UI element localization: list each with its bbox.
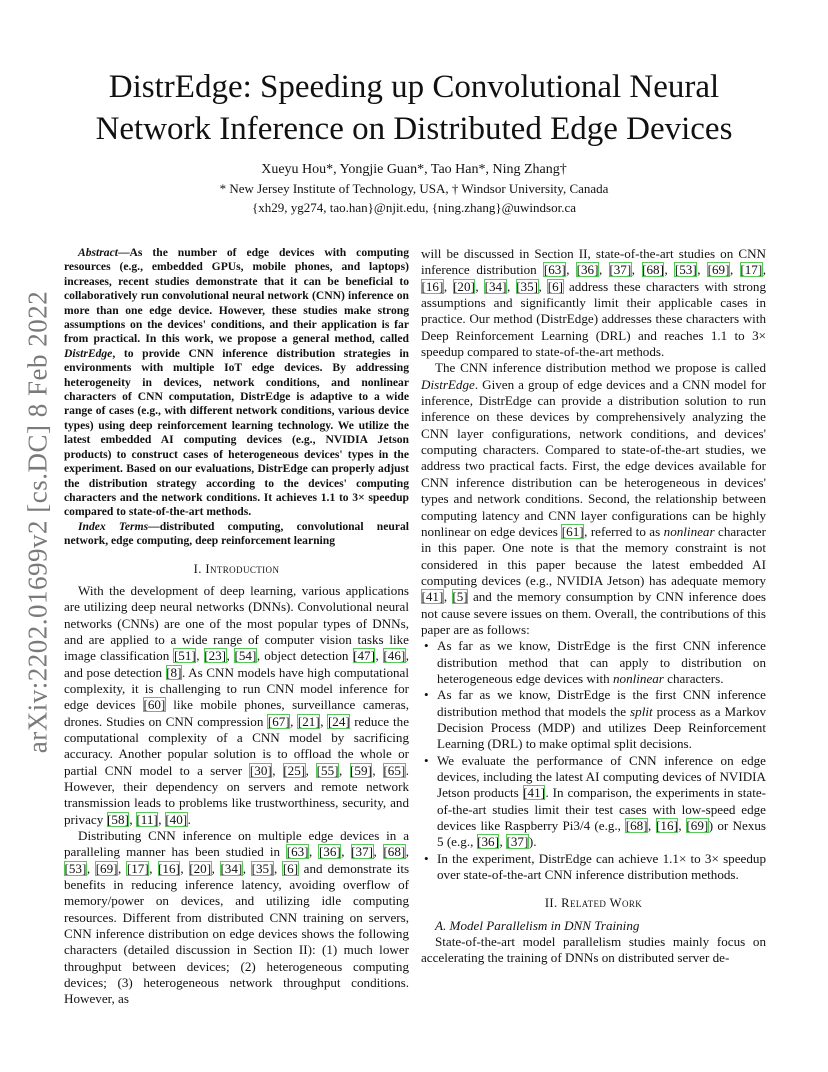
text-span: ,	[443, 278, 453, 294]
text-span: ) or Nexus 5 (e.g.,	[437, 818, 766, 850]
text-span: With the development of deep learning, various applications are utilizing deep neural networks (DNNs). Convolutional neural networks (CNNs) are one of the most popular types of DNNs, and are applied to a wide range of computer vision tasks like image classification	[64, 582, 409, 664]
author-block	[60, 160, 768, 217]
citation-link[interactable]: [54]	[234, 648, 257, 664]
text-span: characters.	[663, 670, 724, 686]
text-span: ,	[598, 262, 609, 278]
citation-link[interactable]: [21]	[297, 713, 320, 729]
citation-link[interactable]: [20]	[453, 278, 475, 294]
citation-link[interactable]: [37]	[609, 262, 632, 278]
text-span: ,	[211, 860, 220, 876]
text-span: As far as we know, DistrEdge is the first CNN inference distribution method that models the	[437, 687, 766, 719]
citation-link[interactable]: [35]	[251, 860, 274, 876]
section-title: Introduction	[205, 561, 280, 576]
text-span: will be discussed in Section II, state-of-the-art studies on CNN inference distribution	[421, 246, 766, 278]
method-name: DistrEdge	[421, 376, 475, 392]
text-span: character in this paper. One note is that the memory constraint is not considered in this paper because the latest embedded AI computing devices (e.g., NVIDIA Jetson) has adequate memory	[421, 523, 766, 588]
text-span: ,	[338, 762, 350, 778]
text-span: ,	[272, 762, 283, 778]
abstract	[64, 246, 409, 520]
citation-link[interactable]: [61]	[561, 523, 584, 539]
text-span: ,	[305, 762, 317, 778]
citation-link[interactable]: [35]	[516, 278, 539, 294]
term-nonlinear: nonlinear	[612, 670, 664, 686]
citation-link[interactable]: [51]	[173, 648, 196, 664]
right-paragraph-1	[421, 246, 766, 360]
text-span: ,	[86, 860, 96, 876]
arxiv-stamp	[16, 292, 60, 752]
left-column	[64, 246, 409, 1008]
citation-link[interactable]: [16]	[158, 860, 180, 876]
text-span: ,	[405, 844, 410, 860]
text-span: ,	[226, 648, 234, 664]
citation-link[interactable]: [67]	[267, 713, 290, 729]
text-span: ,	[309, 844, 319, 860]
citation-link[interactable]: [23]	[204, 648, 227, 664]
citation-link[interactable]: [11]	[136, 811, 158, 827]
text-span: ,	[664, 262, 675, 278]
citation-link[interactable]: [37]	[506, 834, 529, 850]
text-span: ,	[697, 262, 708, 278]
text-span: ,	[242, 860, 252, 876]
section-title: Related Work	[561, 896, 643, 911]
text-span: ,	[372, 762, 383, 778]
text-span: ,	[196, 648, 204, 664]
citation-link[interactable]: [69]	[95, 860, 118, 876]
citation-link[interactable]: [17]	[126, 860, 149, 876]
text-span: . In comparison, the experiments in state-of-the-art studies limit their test cases with low-speed edge devices like Raspberry Pi3/4 (e.g.,	[437, 785, 767, 834]
subsection-heading: A. Model Parallelism in DNN Training	[435, 917, 640, 933]
citation-link[interactable]: [53]	[674, 262, 697, 278]
contribution-item	[437, 851, 766, 884]
citation-link[interactable]: [36]	[318, 844, 341, 860]
citation-link[interactable]: [40]	[165, 811, 188, 827]
text-span: ,	[149, 860, 158, 876]
text-span: .	[187, 811, 191, 827]
text-span: . However, their dependency on servers and remote network transmission leads to problems like trustworthiness, security, and privacy	[64, 762, 410, 827]
citation-link[interactable]: [46]	[383, 648, 406, 664]
citation-link[interactable]: [36]	[477, 834, 499, 850]
right-column	[421, 246, 766, 967]
text-span: ,	[762, 262, 766, 278]
term-split: split	[630, 703, 653, 719]
citation-link[interactable]: [34]	[484, 278, 507, 294]
text-span: ,	[273, 860, 283, 876]
citation-link[interactable]: [20]	[189, 860, 212, 876]
citation-link[interactable]: [60]	[143, 697, 166, 713]
text-span: ,	[118, 860, 127, 876]
citation-link[interactable]: [68]	[383, 844, 406, 860]
contribution-item: • We evaluate the performance of CNN inference on edge devices, including the latest AI computing devices of NVIDIA Jetson products [41]. In comparison, the experiments in state-of-the-art studies limit their test cases with low-speed edge devices like Raspberry Pi3/4 (e.g., [68], [16], [69]) or Nexus 5 (e.g., [36], [37]).	[437, 753, 766, 851]
section-number: I.	[193, 561, 202, 576]
text-span: In the experiment, DistrEdge can achieve 1.1× to 3× speedup over state-of-the-art CNN inference distribution methods.	[437, 850, 766, 883]
right-paragraph-2: The CNN inference distribution method we propose is called DistrEdge. Given a group of edge devices and a CNN model for inference, DistrEdge can provide a distribution solution to run inference on these devices by comprehensively analyzing the CNN layer configurations, network conditions, and devices' computing characters. Compared to state-of-the-art studies, we address two practical facts. First, the edge devices available for CNN inference distribution can be heterogeneous in devices' types and network conditions. Second, the relationship between computing latency and CNN layer configurations can be highly nonlinear on edge devices [61], referred to as nonlinear character in this paper. One note is that the memory constraint is not considered in this paper because the latest embedded AI computing devices (e.g., NVIDIA Jetson) has adequate memory [41], [5] and the memory consumption by CNN inference does not cause severe issues on them. Overall, the contributions of this paper are as follows:	[421, 360, 767, 637]
citation-link[interactable]: [6]	[282, 860, 299, 876]
text-span: ,	[375, 648, 383, 664]
affiliations-line: * New Jersey Institute of Technology, USA, † Windsor University, Canada	[219, 181, 609, 196]
citation-link[interactable]: [55]	[316, 762, 339, 778]
abstract-label: Abstract	[78, 246, 118, 259]
citation-link[interactable]: [47]	[353, 648, 375, 664]
citation-link[interactable]: [41]	[421, 589, 444, 605]
authors-line: Xueyu Hou*, Yongjie Guan*, Tao Han*, Ning Zhang†	[261, 162, 567, 177]
text-span: We evaluate the performance of CNN inference on edge devices, including the latest AI computing devices of NVIDIA Jetson products	[437, 752, 766, 801]
citation-link[interactable]: [36]	[576, 262, 599, 278]
index-terms-label: Index Terms	[78, 519, 149, 533]
contributions-list	[421, 638, 766, 883]
abstract-method-name: DistrEdge	[64, 346, 113, 360]
text-span: , object detection	[256, 648, 353, 664]
term-nonlinear: nonlinear	[663, 523, 715, 539]
emails-line: {xh29, yg274, tao.han}@njit.edu, {ning.zhang}@uwindsor.ca	[251, 200, 577, 215]
text-span: and demonstrate its benefits in reducing inference latency, avoiding overflow of memory/power on devices, and utilizing idle computing resources. Different from distributed CNN training on servers, CNN inference distribution on edge devices shows the following characters (detailed discussion in Section II): (1) much lower throughput between devices; (2) heterogeneous computing devices; (3) heterogeneous network throughput conditions. However, as	[64, 860, 410, 1007]
citation-link[interactable]: [63]	[543, 262, 566, 278]
text-span: ,	[320, 713, 328, 729]
citation-link[interactable]: [41]	[523, 785, 545, 801]
text-span: As far as we know, DistrEdge is the first CNN inference distribution method that can apply to distribution on heterogeneous edge devices with	[437, 638, 766, 686]
citation-link[interactable]: [69]	[707, 262, 730, 278]
contribution-item	[437, 687, 766, 752]
title-line-2: Network Inference on Distributed Edge Devices	[95, 111, 733, 147]
text-span: ,	[506, 278, 516, 294]
contribution-item	[437, 638, 766, 687]
text-span: address these characters with strong assumptions and significantly limit their applicable cases in practice. Our method (DistrEdge) addresses these characters with Deep Reinforcement Learning (DRL) and reaches 1.1 to 3× speedup compared to state-of-the-art methods.	[421, 278, 767, 360]
citation-link[interactable]: [58]	[107, 811, 129, 827]
index-terms-text: —distributed computing, convolutional neural network, edge computing, deep reinforcement learning	[64, 519, 409, 548]
related-work-paragraph: State-of-the-art model parallelism studies mainly focus on accelerating the training of DNNs on distributed server de-	[421, 934, 766, 966]
text-span: ,	[158, 811, 165, 827]
citation-link[interactable]: [6]	[547, 278, 564, 294]
text-span: ,	[180, 860, 189, 876]
abstract-text-2: , to provide CNN inference distribution strategies in environments with multiple IoT edge devices. By addressing heterogeneity in devices, network conditions, and nonlinear characters of CNN computation, DistrEdge is adaptive to a wide range of cases (e.g., with different network conditions, various device types) using deep reinforcement learning technology. We utilize the latest embedded AI computing devices (e.g., NVIDIA Jetson products) to construct cases of heterogeneous devices' types in the experiment. Based on our evaluations, DistrEdge can properly adjust the distribution strategy according to the devices' computing characters and the network conditions. It achieves 1.1 to 3× speedup compared to state-of-the-art methods.	[64, 346, 409, 519]
text-span: ,	[538, 278, 548, 294]
text-span: , referred to as	[584, 523, 664, 539]
text-span: ).	[528, 834, 537, 850]
text-span: ,	[290, 713, 298, 729]
text-span: like mobile phones, surveillance cameras, drones. Studies on CNN compression	[64, 697, 409, 729]
text-span: , and pose detection	[64, 648, 410, 680]
citation-link[interactable]: [68]	[642, 262, 664, 278]
citation-link[interactable]: [16]	[656, 818, 678, 834]
text-span: The CNN inference distribution method we propose is called	[435, 360, 766, 376]
citation-link[interactable]: [34]	[220, 860, 243, 876]
citation-link[interactable]: [37]	[351, 844, 373, 860]
citation-link[interactable]: [69]	[686, 818, 709, 834]
arxiv-stamp-text: arXiv:2202.01699v2 [cs.DC] 8 Feb 2022	[22, 290, 53, 754]
citation-link[interactable]: [25]	[283, 762, 306, 778]
text-span: . Given a group of edge devices and a CNN model for inference, DistrEdge can provide a distribution solution to run inference on these devices by comprehensively analyzing the CNN layer configurations, network conditions, and devices' computing characters. Compared to state-of-the-art studies, we address two practical facts. First, the edge devices available for CNN inference distribution can be heterogeneous in devices' types and network conditions. Second, the relationship between computing latency and CNN layer configurations can be highly nonlinear on edge devices	[421, 376, 766, 539]
index-terms	[64, 520, 409, 549]
text-span: ,	[475, 278, 485, 294]
text-span: ,	[373, 844, 383, 860]
paper-title	[60, 66, 768, 150]
text-span: ,	[341, 844, 351, 860]
citation-link[interactable]: [68]	[625, 818, 648, 834]
intro-paragraph-2	[64, 828, 409, 1008]
abstract-text: —As the number of edge devices with computing resources (e.g., embedded GPUs, mobile phones, and laptops) increases, recent studies demonstrate that it can be beneficial to collaboratively run convolutional neural network (CNN) inference on more than one edge device. However, these studies make strong assumptions on the devices' conditions, and their application is far from practical. In this work, we propose a general method, called	[64, 246, 409, 346]
citation-link[interactable]: [30]	[249, 762, 272, 778]
citation-link[interactable]: [5]	[452, 589, 468, 605]
section-number: II.	[544, 896, 558, 911]
section-heading-related-work	[421, 895, 766, 911]
citation-link[interactable]: [53]	[64, 860, 87, 876]
citation-link[interactable]: [65]	[383, 762, 406, 778]
title-line-1: DistrEdge: Speeding up Convolutional Neural	[108, 69, 720, 105]
text-span: Distributing CNN inference on multiple edge devices in a paralleling manner has been studied in	[64, 828, 409, 860]
section-heading-introduction	[64, 561, 409, 577]
text-span: . As CNN models have high computational complexity, it is challenging to run CNN model inference for edge devices	[64, 664, 409, 713]
citation-link[interactable]: [59]	[350, 762, 372, 778]
text-span: and the memory consumption by CNN inference does not cause severe issues on them. Overall, the contributions of this paper are as follows:	[421, 589, 767, 637]
citation-link[interactable]: [24]	[327, 713, 350, 729]
citation-link[interactable]: [8]	[166, 664, 182, 680]
text-span: ,	[729, 262, 740, 278]
text-span: ,	[129, 811, 136, 827]
citation-link[interactable]: [63]	[286, 844, 309, 860]
intro-paragraph-1	[64, 583, 409, 828]
text-span: reduce the computational complexity of a CNN model by sacrificing accuracy. Another popular solution is to offload the whole or partial CNN model to a server	[64, 713, 410, 778]
text-span: ,	[566, 262, 577, 278]
citation-link[interactable]: [16]	[421, 278, 444, 294]
text-span: process as a Markov Decision Process (MDP) and utilizes Deep Reinforcement Learning (DRL) to make optimal split decisions.	[437, 703, 766, 752]
citation-link[interactable]: [17]	[740, 262, 763, 278]
text-span: ,	[631, 262, 642, 278]
